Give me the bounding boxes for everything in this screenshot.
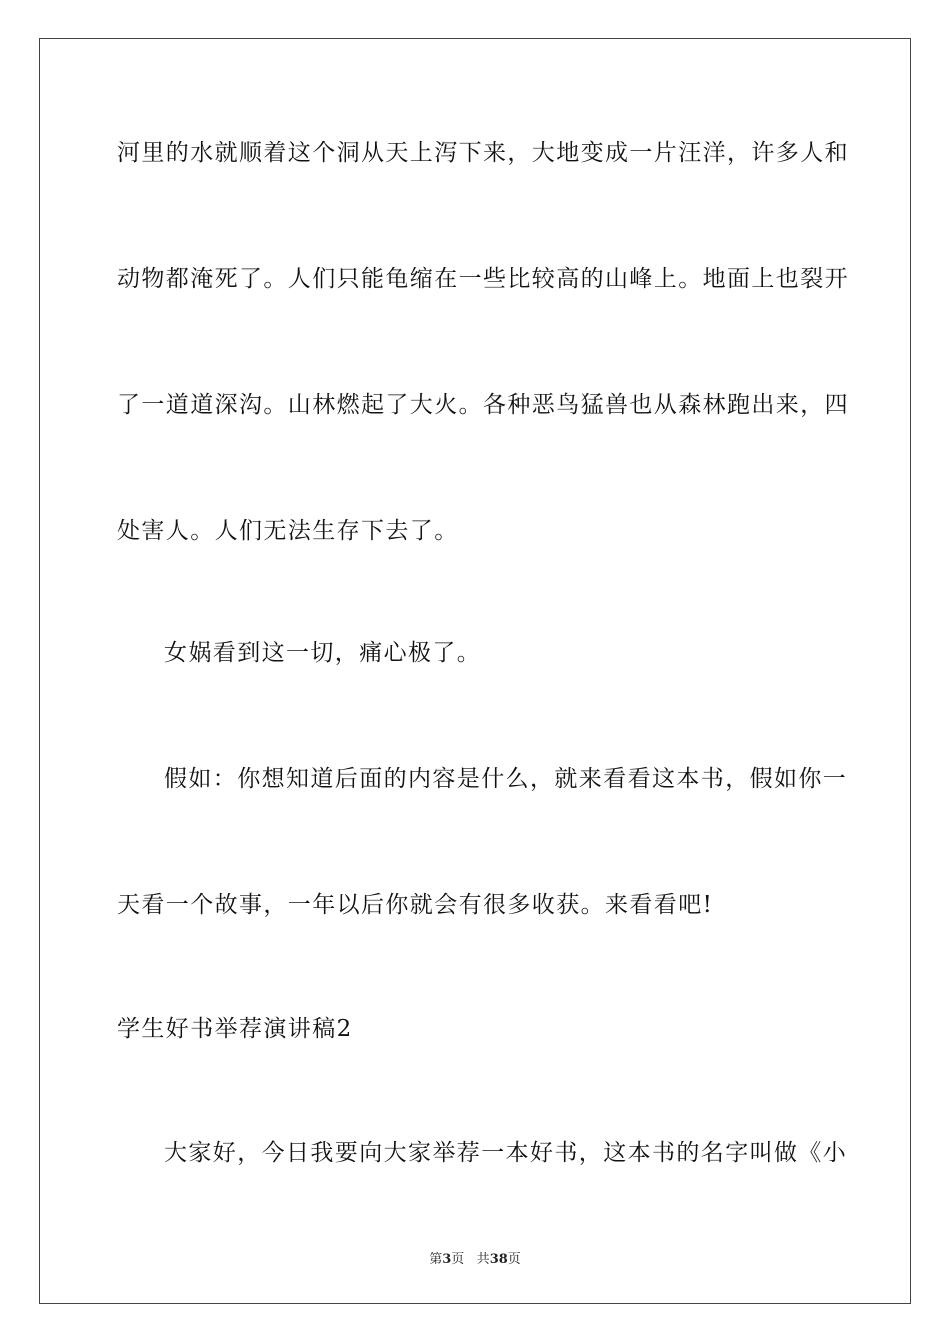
page-footer	[0, 1248, 950, 1267]
page-label-prefix: 第	[429, 1252, 443, 1267]
total-pages: 38	[489, 1252, 508, 1267]
body-line: 河里的水就顺着这个洞从天上泻下来，大地变成一片汪洋，许多人和	[117, 140, 849, 166]
body-line: 天看一个故事，一年以后你就会有很多收获。来看看吧!	[117, 892, 714, 918]
body-line: 动物都淹死了。人们只能龟缩在一些比较高的山峰上。地面上也裂开	[117, 266, 849, 292]
paragraph-line: 假如：你想知道后面的内容是什么，就来看看这本书，假如你一	[164, 766, 848, 792]
total-label-prefix: 共	[476, 1252, 490, 1267]
page-number: 3	[442, 1252, 452, 1267]
paragraph-line: 大家好，今日我要向大家举荐一本好书，这本书的名字叫做《小	[164, 1140, 848, 1166]
body-line: 了一道道深沟。山林燃起了大火。各种恶鸟猛兽也从森林跑出来，四	[117, 392, 849, 418]
section-heading: 学生好书举荐演讲稿2	[117, 1016, 353, 1042]
body-line: 处害人。人们无法生存下去了。	[117, 518, 459, 544]
page-border	[39, 38, 911, 1304]
paragraph-line: 女娲看到这一切，痛心极了。	[164, 640, 482, 666]
page-label-suffix: 页	[451, 1252, 465, 1267]
total-label-suffix: 页	[507, 1252, 521, 1267]
